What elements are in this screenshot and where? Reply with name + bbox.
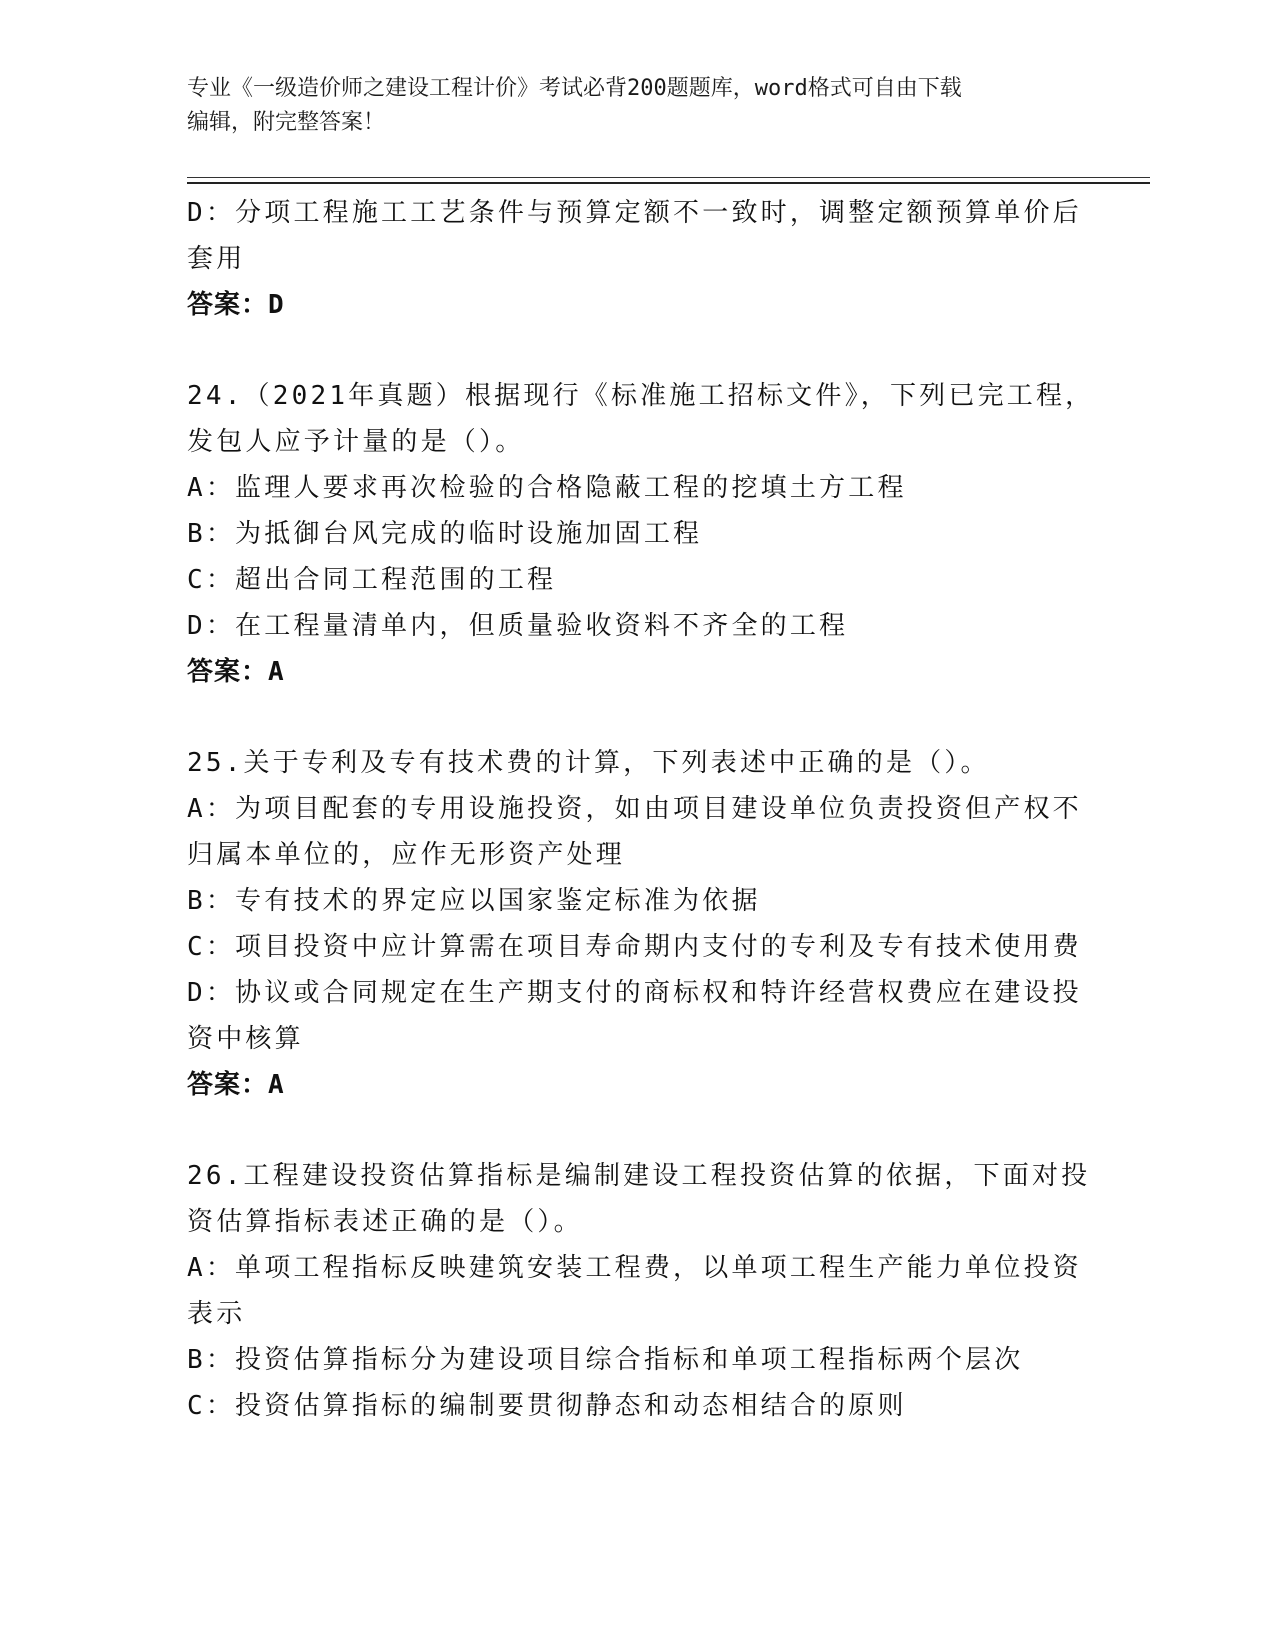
q26-stem-line-1: 26.工程建设投资估算指标是编制建设工程投资估算的依据，下面对投	[187, 1161, 1091, 1191]
q24-answer: 答案：A	[187, 657, 285, 687]
page-header	[187, 72, 1087, 140]
q25-option-b: B：专有技术的界定应以国家鉴定标准为依据	[187, 886, 761, 916]
question-list	[187, 190, 1095, 1429]
q26-option-a-line-1: A：单项工程指标反映建筑安装工程费，以单项工程生产能力单位投资	[187, 1253, 1082, 1283]
q23-option-d-line-2: 套用	[187, 244, 246, 274]
q23-answer: 答案：D	[187, 290, 285, 320]
q23-option-d-line-1: D：分项工程施工工艺条件与预算定额不一致时，调整定额预算单价后	[187, 198, 1082, 228]
spacer	[187, 328, 1077, 373]
question-26	[187, 1153, 1091, 1429]
question-24	[187, 373, 1095, 695]
q25-option-d-line-1: D：协议或合同规定在生产期支付的商标权和特许经营权费应在建设投	[187, 978, 1082, 1008]
q25-option-d-line-2: 资中核算	[187, 1024, 304, 1054]
header-line-1: 专业《一级造价师之建设工程计价》考试必背200题题库，word格式可自由下载	[187, 76, 962, 101]
q25-option-c: C：项目投资中应计算需在项目寿命期内支付的专利及专有技术使用费	[187, 932, 1082, 962]
header-divider-thick	[187, 182, 1150, 184]
q24-option-d: D：在工程量清单内，但质量验收资料不齐全的工程	[187, 611, 849, 641]
q26-option-c: C：投资估算指标的编制要贯彻静态和动态相结合的原则	[187, 1391, 907, 1421]
q25-option-a-line-1: A：为项目配套的专用设施投资，如由项目建设单位负责投资但产权不	[187, 794, 1082, 824]
spacer	[187, 1108, 1077, 1153]
q24-stem-line-2: 发包人应予计量的是（）。	[187, 427, 525, 457]
q24-stem-line-1: 24.（2021年真题）根据现行《标准施工招标文件》，下列已完工程，	[187, 381, 1095, 411]
q25-stem: 25.关于专利及专有技术费的计算，下列表述中正确的是（）。	[187, 748, 990, 778]
question-25	[187, 740, 1082, 1108]
q25-option-a-line-2: 归属本单位的，应作无形资产处理	[187, 840, 626, 870]
q25-answer: 答案：A	[187, 1070, 285, 1100]
header-divider-thin	[187, 177, 1150, 178]
header-line-2: 编辑，附完整答案！	[187, 110, 386, 135]
q24-option-b: B：为抵御台风完成的临时设施加固工程	[187, 519, 703, 549]
spacer	[187, 695, 1077, 740]
q26-stem-line-2: 资估算指标表述正确的是（）。	[187, 1207, 583, 1237]
q26-option-a-line-2: 表示	[187, 1299, 246, 1329]
q24-option-a: A：监理人要求再次检验的合格隐蔽工程的挖填土方工程	[187, 473, 907, 503]
q24-option-c: C：超出合同工程范围的工程	[187, 565, 557, 595]
question-23-tail	[187, 190, 1082, 328]
q26-option-b: B：投资估算指标分为建设项目综合指标和单项工程指标两个层次	[187, 1345, 1024, 1375]
